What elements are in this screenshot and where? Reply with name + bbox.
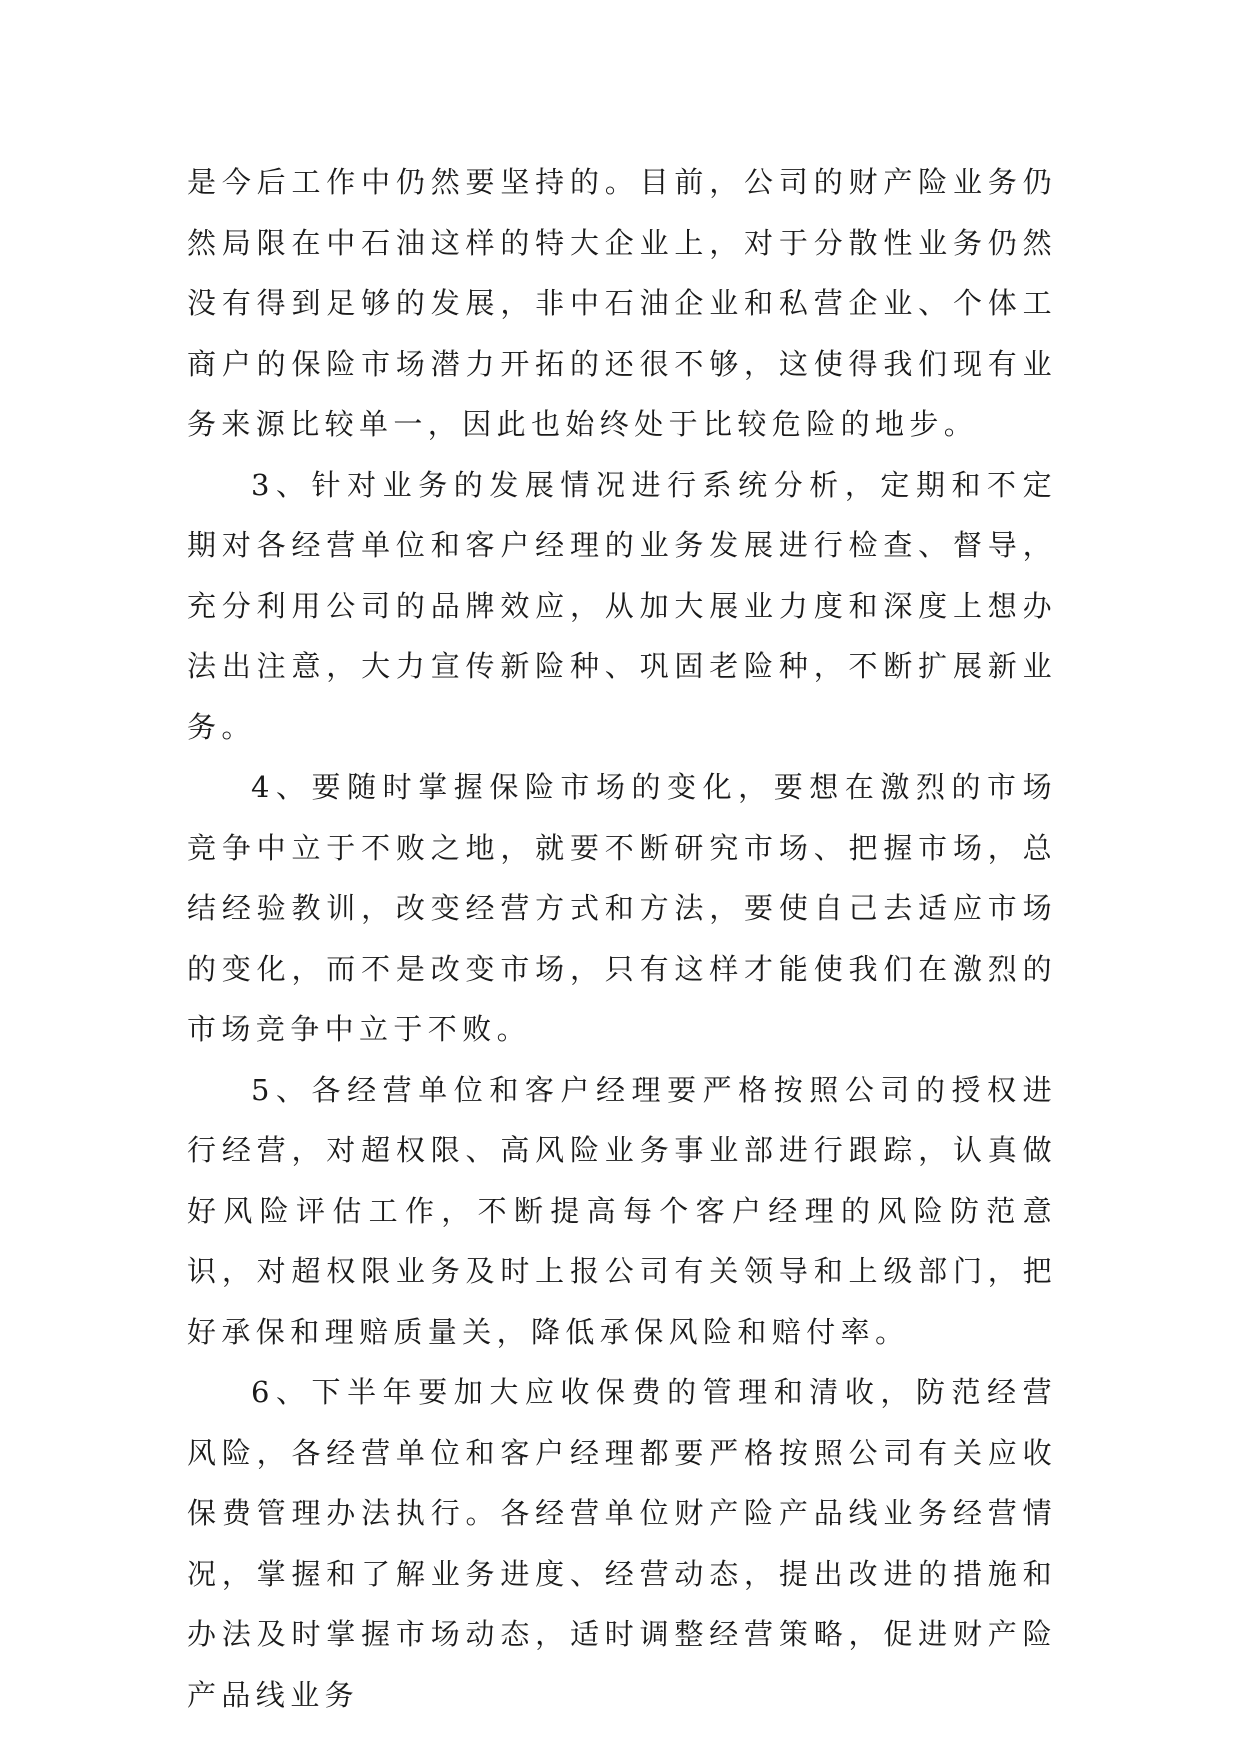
document-body (187, 152, 1057, 1725)
paragraph-item-5: 5、各经营单位和客户经理要严格按照公司的授权进行经营，对超权限、高风险业务事业部进行跟踪，认真做好风险评估工作，不断提高每个客户经理的风险防范意识，对超权限业务及时上报公司有关领导和上级部门，把好承保和理赔质量关，降低承保风险和赔付率。 (187, 1072, 1057, 1349)
paragraph-item-6: 6、下半年要加大应收保费的管理和清收，防范经营风险，各经营单位和客户经理都要严格按照公司有关应收保费管理办法执行。各经营单位财产险产品线业务经营情况，掌握和了解业务进度、经营动态，提出改进的措施和办法及时掌握市场动态，适时调整经营策略，促进财产险产品线业务 (187, 1375, 1057, 1712)
paragraph-item-4: 4、要随时掌握保险市场的变化，要想在激烈的市场竞争中立于不败之地，就要不断研究市场、把握市场，总结经验教训，改变经营方式和方法，要使自己去适应市场的变化，而不是改变市场，只有这样才能使我们在激烈的市场竞争中立于不败。 (187, 770, 1057, 1046)
paragraph-continuation: 是今后工作中仍然要坚持的。目前，公司的财产险业务仍然局限在中石油这样的特大企业上，对于分散性业务仍然没有得到足够的发展，非中石油企业和私营企业、个体工商户的保险市场潜力开拓的还很不够，这使得我们现有业务来源比较单一，因此也始终处于比较危险的地步。 (187, 165, 1057, 441)
paragraph-item-3: 3、针对业务的发展情况进行系统分析，定期和不定期对各经营单位和客户经理的业务发展进行检查、督导，充分利用公司的品牌效应，从加大展业力度和深度上想办法出注意，大力宣传新险种、巩固老险种，不断扩展新业务。 (187, 467, 1057, 744)
